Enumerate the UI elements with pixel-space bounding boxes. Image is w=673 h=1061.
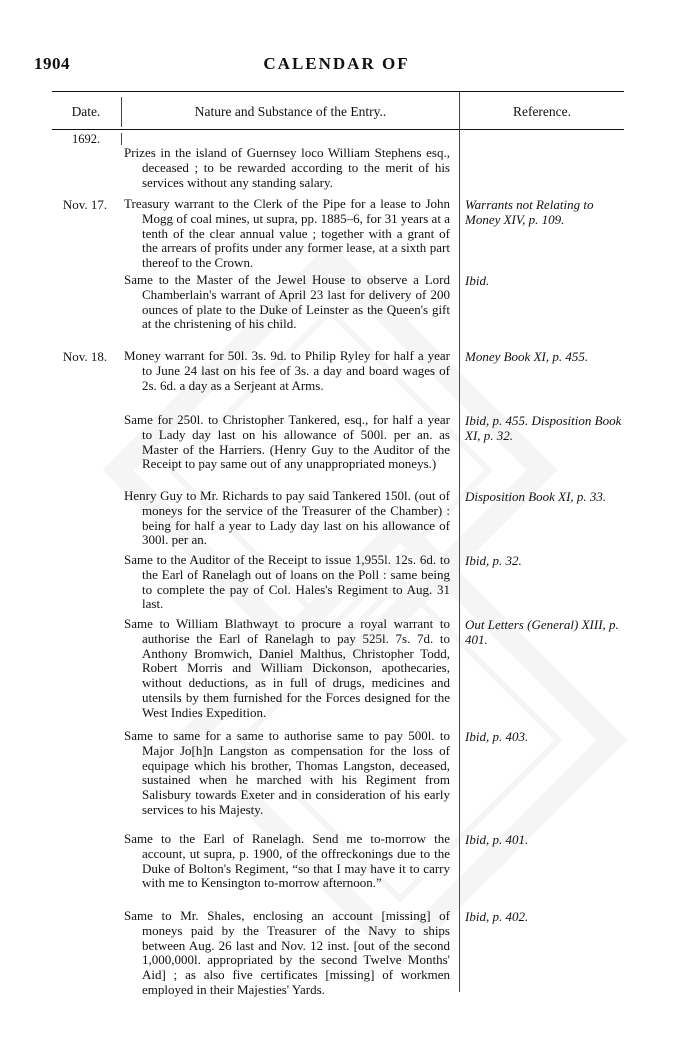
entry-1-reference: Warrants not Relating to Money XIV, p. 109. [465,197,594,227]
entry-5-text: Henry Guy to Mr. Richards to pay said Tankered 150l. (out of moneys for the service of the Treasurer of the Chamber) : being for half a year to Lady day last on his allowance of 300l. per an. [124,488,450,548]
entry-8-text: Same to same for a same to authorise same to pay 500l. to Major Jo[h]n Langston as compensation for the loss of equipage which his brother, Thomas Langston, deceased, sustained when he marched with his Regiment from Salisbury towards Exeter and in consideration of his early services to his Majesty. [124,728,450,817]
entry-9-text: Same to the Earl of Ranelagh. Send me to-morrow the account, ut supra, p. 1900, of the offreckonings due to the Duke of Bolton's Regiment, “so that I may have it to carry with me to Kensington to-morrow afternoon.” [124,831,450,891]
entry-4-text: Same for 250l. to Christopher Tankered, esq., for half a year to Lady day last on his allowance of 500l. per an. as Master of the Harriers. (Henry Guy to the Auditor of the Receipt to pay same out of any unappropriated moneys.) [124,412,450,472]
column-header-date: Date. [71,104,101,119]
column-divider-reference [459,92,460,992]
entry-1-text: Treasury warrant to the Clerk of the Pipe for a lease to John Mogg of coal mines, ut supra, pp. 1885–6, for 31 years at a tenth of the clear annual value ; together with a grant of the arrears of profits under any former lease, at a sixth part thereof to the Crown. [124,196,450,271]
entry-2-text: Same to the Master of the Jewel House to observe a Lord Chamberlain's warrant of April 23 last for delivery of 200 ounces of plate to the Duke of Leinster as the Queen's gift at the christening of his child. [124,272,450,332]
entry-10-text: Same to Mr. Shales, enclosing an account [missing] of moneys paid by the Treasurer of the Navy to ships between Aug. 26 last and Nov. 12 inst. [out of the second 1,000,000l. appropriated by the second Twelve Months' Aid] ; as also five certificates [missing] of workmen employed in their Majesties' Yards. [124,908,450,997]
entry-2-reference: Ibid. [465,273,490,288]
entry-7-text: Same to William Blathwayt to procure a royal warrant to authorise the Earl of Ranelagh to pay 525l. 7s. 7d. to Anthony Bromwich, Daniel Malthus, Christopher Todd, Robert Morris and William Dickonson, apothecaries, without deductions, as in full of drugs, medicines and utensils by them furnished for the Forces designed for the West Indies Expedition. [124,616,450,720]
entry-8-reference: Ibid, p. 403. [465,729,529,744]
year-label: 1692. [71,132,101,146]
entry-3-text: Money warrant for 50l. 3s. 9d. to Philip Ryley for half a year to June 24 last on his fee of 3s. a day and board wages of 2s. 6d. a day as a Serjeant at Arms. [124,348,450,393]
entry-5-reference: Disposition Book XI, p. 33. [465,489,607,504]
entry-1-date: Nov. 17. [62,197,108,212]
column-divider-date-lower [121,133,122,145]
entry-10-reference: Ibid, p. 402. [465,909,529,924]
column-header-reference: Reference. [512,104,572,119]
page-number: 1904 [34,54,70,73]
entry-3-date: Nov. 18. [62,349,108,364]
table-header-rule [52,129,624,130]
entry-3-reference: Money Book XI, p. 455. [465,349,589,364]
entry-7-reference: Out Letters (General) XIII, p. 401. [465,617,619,647]
entry-6-text: Same to the Auditor of the Receipt to issue 1,955l. 12s. 6d. to the Earl of Ranelagh out of loans on the Poll : same being to complete the pay of Col. Hales's Regiment to Aug. 31 last. [124,552,450,612]
entry-6-reference: Ibid, p. 32. [465,553,522,568]
table-top-rule [52,91,624,92]
entry-0-text: Prizes in the island of Guernsey loco William Stephens esq., deceased ; to be rewarded according to the merit of his services without any standing salary. [124,145,450,190]
column-header-nature: Nature and Substance of the Entry.. [194,104,387,119]
column-divider-date [121,97,122,127]
page-title: CALENDAR OF [263,54,410,73]
entry-9-reference: Ibid, p. 401. [465,832,529,847]
entry-4-reference: Ibid, p. 455. Disposition Book XI, p. 32. [465,413,622,443]
